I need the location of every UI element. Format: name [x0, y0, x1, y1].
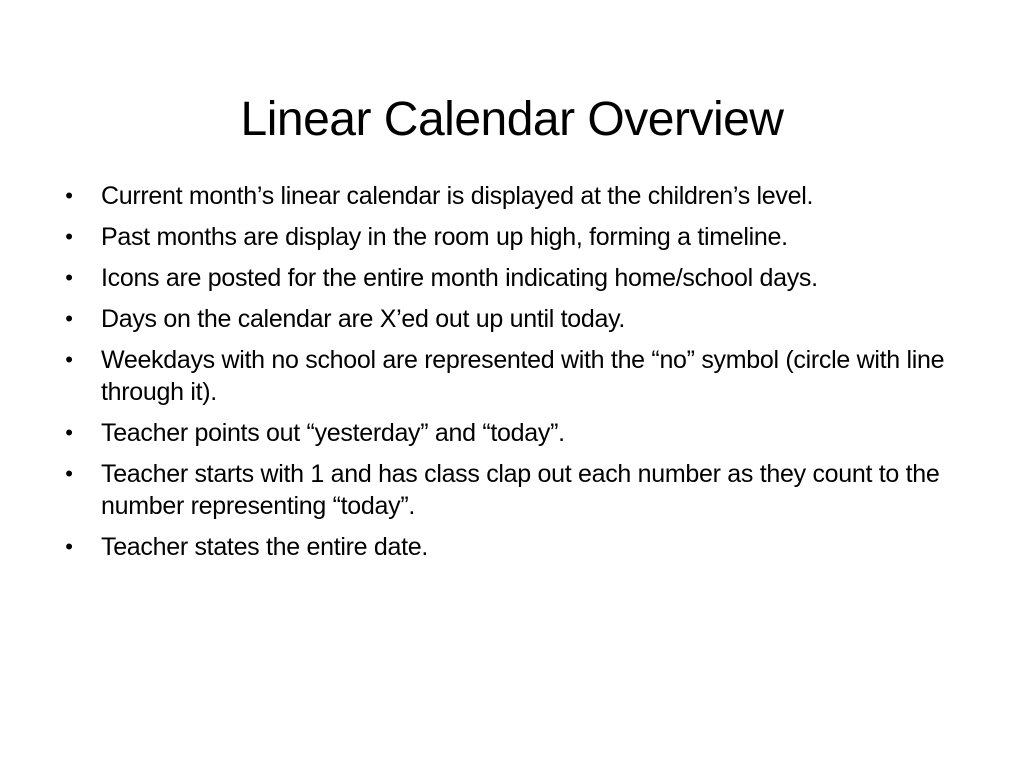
bullet-item: [57, 221, 962, 253]
bullet-dot-icon: •: [65, 420, 73, 445]
bullet-item: [57, 344, 962, 408]
bullet-dot-icon: •: [65, 534, 73, 559]
bullet-item: [57, 417, 962, 449]
bullet-text: Icons are posted for the entire month indicating home/school days.: [101, 264, 818, 292]
bullet-list: [57, 180, 962, 572]
bullet-dot-icon: •: [65, 224, 73, 249]
slide-title: Linear Calendar Overview: [240, 93, 784, 147]
bullet-item: [57, 458, 962, 522]
bullet-text: Current month’s linear calendar is displayed at the children’s level.: [101, 182, 814, 210]
bullet-item: [57, 180, 962, 212]
bullet-text: Teacher points out “yesterday” and “today”.: [101, 419, 565, 447]
bullet-dot-icon: •: [65, 265, 73, 290]
bullet-dot-icon: •: [65, 183, 73, 208]
bullet-item: [57, 262, 962, 294]
bullet-item: [57, 531, 962, 563]
bullet-text: Days on the calendar are X’ed out up until today.: [101, 305, 626, 333]
bullet-dot-icon: •: [65, 461, 73, 486]
bullet-text: Teacher states the entire date.: [101, 533, 429, 561]
bullet-dot-icon: •: [65, 347, 73, 372]
bullet-item: [57, 303, 962, 335]
bullet-text: Weekdays with no school are represented with the “no” symbol (circle with line through it).: [101, 346, 945, 406]
bullet-text: Teacher starts with 1 and has class clap out each number as they count to the number representing “today”.: [101, 460, 940, 520]
bullet-dot-icon: •: [65, 306, 73, 331]
bullet-text: Past months are display in the room up high, forming a timeline.: [101, 223, 788, 251]
